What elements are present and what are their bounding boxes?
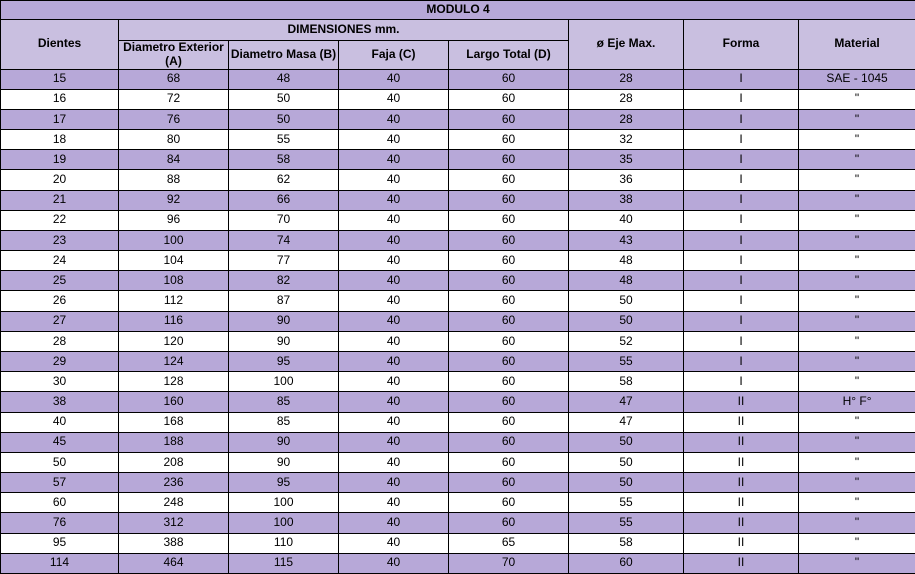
cell-diametro-masa: 115 [229, 553, 339, 573]
header-largo-total: Largo Total (D) [449, 41, 569, 70]
cell-eje-max: 60 [569, 553, 684, 573]
cell-eje-max: 55 [569, 493, 684, 513]
cell-dientes: 26 [1, 291, 119, 311]
cell-faja: 40 [339, 69, 449, 89]
cell-dientes: 95 [1, 533, 119, 553]
cell-faja: 40 [339, 210, 449, 230]
cell-dientes: 29 [1, 352, 119, 372]
title-row [1, 1, 915, 20]
cell-forma: II [684, 392, 799, 412]
cell-forma: I [684, 230, 799, 250]
cell-largo-total: 60 [449, 251, 569, 271]
cell-forma: I [684, 150, 799, 170]
cell-faja: 40 [339, 412, 449, 432]
cell-largo-total: 60 [449, 452, 569, 472]
cell-dientes: 50 [1, 452, 119, 472]
cell-eje-max: 58 [569, 372, 684, 392]
cell-diametro-masa: 74 [229, 230, 339, 250]
cell-dientes: 20 [1, 170, 119, 190]
cell-diametro-exterior: 168 [119, 412, 229, 432]
cell-dientes: 22 [1, 210, 119, 230]
cell-forma: II [684, 553, 799, 573]
cell-eje-max: 50 [569, 291, 684, 311]
cell-diametro-masa: 58 [229, 150, 339, 170]
cell-dientes: 15 [1, 69, 119, 89]
cell-material: " [799, 493, 915, 513]
table-row [1, 170, 915, 190]
cell-eje-max: 43 [569, 230, 684, 250]
cell-faja: 40 [339, 230, 449, 250]
cell-largo-total: 60 [449, 271, 569, 291]
cell-eje-max: 35 [569, 150, 684, 170]
table-row [1, 392, 915, 412]
cell-material: " [799, 210, 915, 230]
cell-diametro-masa: 66 [229, 190, 339, 210]
cell-eje-max: 55 [569, 513, 684, 533]
cell-faja: 40 [339, 130, 449, 150]
cell-forma: I [684, 170, 799, 190]
cell-diametro-masa: 85 [229, 412, 339, 432]
cell-largo-total: 60 [449, 130, 569, 150]
cell-material: " [799, 412, 915, 432]
cell-largo-total: 60 [449, 432, 569, 452]
cell-material: " [799, 311, 915, 331]
cell-material: " [799, 150, 915, 170]
cell-largo-total: 60 [449, 493, 569, 513]
cell-eje-max: 48 [569, 271, 684, 291]
cell-material: " [799, 89, 915, 109]
cell-largo-total: 60 [449, 210, 569, 230]
cell-diametro-masa: 48 [229, 69, 339, 89]
header-dimensiones-group: DIMENSIONES mm. [119, 20, 569, 41]
cell-largo-total: 60 [449, 392, 569, 412]
cell-material: " [799, 331, 915, 351]
cell-eje-max: 28 [569, 69, 684, 89]
cell-diametro-masa: 100 [229, 372, 339, 392]
cell-diametro-exterior: 124 [119, 352, 229, 372]
cell-forma: II [684, 533, 799, 553]
header-faja: Faja (C) [339, 41, 449, 70]
cell-forma: I [684, 210, 799, 230]
cell-diametro-masa: 95 [229, 352, 339, 372]
cell-diametro-masa: 77 [229, 251, 339, 271]
table-row [1, 230, 915, 250]
cell-forma: I [684, 251, 799, 271]
cell-faja: 40 [339, 271, 449, 291]
cell-diametro-exterior: 116 [119, 311, 229, 331]
cell-eje-max: 50 [569, 473, 684, 493]
cell-diametro-exterior: 208 [119, 452, 229, 472]
cell-dientes: 24 [1, 251, 119, 271]
cell-diametro-masa: 85 [229, 392, 339, 412]
cell-forma: I [684, 331, 799, 351]
table-row [1, 291, 915, 311]
cell-faja: 40 [339, 432, 449, 452]
cell-diametro-exterior: 76 [119, 109, 229, 129]
cell-faja: 40 [339, 452, 449, 472]
cell-material: " [799, 109, 915, 129]
cell-eje-max: 50 [569, 432, 684, 452]
cell-dientes: 27 [1, 311, 119, 331]
cell-forma: I [684, 352, 799, 372]
table-row [1, 251, 915, 271]
cell-diametro-masa: 95 [229, 473, 339, 493]
cell-material: " [799, 452, 915, 472]
cell-diametro-exterior: 188 [119, 432, 229, 452]
table-row [1, 452, 915, 472]
cell-dientes: 45 [1, 432, 119, 452]
cell-largo-total: 60 [449, 473, 569, 493]
cell-diametro-exterior: 72 [119, 89, 229, 109]
cell-eje-max: 28 [569, 109, 684, 129]
cell-material: " [799, 553, 915, 573]
table-row [1, 493, 915, 513]
cell-diametro-exterior: 464 [119, 553, 229, 573]
cell-dientes: 25 [1, 271, 119, 291]
cell-diametro-exterior: 120 [119, 331, 229, 351]
cell-largo-total: 60 [449, 190, 569, 210]
cell-largo-total: 60 [449, 170, 569, 190]
cell-eje-max: 50 [569, 452, 684, 472]
cell-material: SAE - 1045 [799, 69, 915, 89]
cell-faja: 40 [339, 170, 449, 190]
cell-forma: I [684, 291, 799, 311]
cell-diametro-exterior: 84 [119, 150, 229, 170]
cell-material: " [799, 352, 915, 372]
table-row [1, 412, 915, 432]
cell-dientes: 114 [1, 553, 119, 573]
header-dientes: Dientes [1, 20, 119, 70]
cell-dientes: 19 [1, 150, 119, 170]
cell-faja: 40 [339, 553, 449, 573]
cell-dientes: 16 [1, 89, 119, 109]
cell-diametro-exterior: 100 [119, 230, 229, 250]
table-row [1, 513, 915, 533]
cell-diametro-masa: 100 [229, 513, 339, 533]
cell-eje-max: 47 [569, 392, 684, 412]
cell-material: " [799, 130, 915, 150]
table-title: MODULO 4 [1, 1, 915, 20]
cell-largo-total: 60 [449, 150, 569, 170]
cell-diametro-exterior: 92 [119, 190, 229, 210]
table-row [1, 150, 915, 170]
cell-diametro-masa: 82 [229, 271, 339, 291]
cell-faja: 40 [339, 331, 449, 351]
cell-forma: II [684, 412, 799, 432]
cell-diametro-masa: 90 [229, 331, 339, 351]
cell-largo-total: 60 [449, 109, 569, 129]
cell-faja: 40 [339, 392, 449, 412]
cell-forma: II [684, 493, 799, 513]
table-row [1, 533, 915, 553]
cell-dientes: 76 [1, 513, 119, 533]
cell-dientes: 40 [1, 412, 119, 432]
cell-diametro-exterior: 104 [119, 251, 229, 271]
cell-material: " [799, 190, 915, 210]
cell-dientes: 30 [1, 372, 119, 392]
cell-dientes: 21 [1, 190, 119, 210]
cell-dientes: 38 [1, 392, 119, 412]
header-material: Material [799, 20, 915, 70]
cell-diametro-masa: 100 [229, 493, 339, 513]
cell-diametro-masa: 87 [229, 291, 339, 311]
cell-faja: 40 [339, 89, 449, 109]
cell-forma: II [684, 452, 799, 472]
table-row [1, 372, 915, 392]
cell-forma: I [684, 190, 799, 210]
table-header [1, 1, 915, 70]
cell-material: " [799, 230, 915, 250]
cell-eje-max: 50 [569, 311, 684, 331]
cell-dientes: 17 [1, 109, 119, 129]
cell-diametro-masa: 110 [229, 533, 339, 553]
cell-diametro-exterior: 108 [119, 271, 229, 291]
header-forma: Forma [684, 20, 799, 70]
table-row [1, 69, 915, 89]
cell-forma: I [684, 271, 799, 291]
cell-faja: 40 [339, 352, 449, 372]
cell-material: " [799, 372, 915, 392]
cell-forma: I [684, 130, 799, 150]
cell-diametro-masa: 90 [229, 311, 339, 331]
cell-material: " [799, 513, 915, 533]
cell-faja: 40 [339, 109, 449, 129]
cell-faja: 40 [339, 311, 449, 331]
cell-material: " [799, 251, 915, 271]
cell-material: " [799, 473, 915, 493]
cell-eje-max: 58 [569, 533, 684, 553]
cell-diametro-masa: 55 [229, 130, 339, 150]
cell-diametro-exterior: 80 [119, 130, 229, 150]
cell-faja: 40 [339, 150, 449, 170]
cell-faja: 40 [339, 251, 449, 271]
cell-diametro-exterior: 128 [119, 372, 229, 392]
cell-material: " [799, 533, 915, 553]
cell-dientes: 18 [1, 130, 119, 150]
header-diametro-masa: Diametro Masa (B) [229, 41, 339, 70]
cell-diametro-exterior: 68 [119, 69, 229, 89]
cell-diametro-masa: 62 [229, 170, 339, 190]
cell-forma: II [684, 473, 799, 493]
cell-diametro-exterior: 388 [119, 533, 229, 553]
cell-eje-max: 48 [569, 251, 684, 271]
cell-dientes: 28 [1, 331, 119, 351]
cell-forma: II [684, 432, 799, 452]
cell-largo-total: 60 [449, 352, 569, 372]
table-row [1, 311, 915, 331]
cell-faja: 40 [339, 533, 449, 553]
cell-eje-max: 40 [569, 210, 684, 230]
cell-faja: 40 [339, 190, 449, 210]
cell-largo-total: 60 [449, 513, 569, 533]
header-eje-max: ø Eje Max. [569, 20, 684, 70]
cell-eje-max: 38 [569, 190, 684, 210]
table-row [1, 352, 915, 372]
cell-diametro-masa: 90 [229, 452, 339, 472]
cell-faja: 40 [339, 473, 449, 493]
cell-forma: I [684, 89, 799, 109]
cell-forma: I [684, 109, 799, 129]
cell-diametro-exterior: 236 [119, 473, 229, 493]
table-row [1, 130, 915, 150]
cell-largo-total: 60 [449, 412, 569, 432]
cell-diametro-masa: 50 [229, 109, 339, 129]
cell-largo-total: 60 [449, 311, 569, 331]
cell-largo-total: 60 [449, 331, 569, 351]
cell-largo-total: 65 [449, 533, 569, 553]
cell-largo-total: 70 [449, 553, 569, 573]
cell-eje-max: 52 [569, 331, 684, 351]
header-group-row [1, 20, 915, 41]
cell-eje-max: 28 [569, 89, 684, 109]
cell-diametro-masa: 70 [229, 210, 339, 230]
cell-forma: I [684, 372, 799, 392]
table-row [1, 271, 915, 291]
table-row [1, 553, 915, 573]
table-row [1, 190, 915, 210]
cell-forma: II [684, 513, 799, 533]
cell-faja: 40 [339, 372, 449, 392]
cell-eje-max: 32 [569, 130, 684, 150]
cell-eje-max: 36 [569, 170, 684, 190]
cell-dientes: 60 [1, 493, 119, 513]
cell-forma: I [684, 69, 799, 89]
table-row [1, 331, 915, 351]
cell-eje-max: 47 [569, 412, 684, 432]
cell-faja: 40 [339, 291, 449, 311]
cell-diametro-exterior: 112 [119, 291, 229, 311]
cell-diametro-masa: 90 [229, 432, 339, 452]
cell-diametro-exterior: 160 [119, 392, 229, 412]
cell-largo-total: 60 [449, 372, 569, 392]
cell-diametro-exterior: 88 [119, 170, 229, 190]
cell-material: " [799, 170, 915, 190]
cell-diametro-exterior: 96 [119, 210, 229, 230]
cell-material: " [799, 432, 915, 452]
header-diametro-exterior: Diametro Exterior (A) [119, 41, 229, 70]
table-row [1, 432, 915, 452]
cell-material: H° F° [799, 392, 915, 412]
cell-material: " [799, 291, 915, 311]
cell-faja: 40 [339, 493, 449, 513]
cell-diametro-masa: 50 [229, 89, 339, 109]
cell-dientes: 57 [1, 473, 119, 493]
cell-largo-total: 60 [449, 291, 569, 311]
cell-diametro-exterior: 248 [119, 493, 229, 513]
table-row [1, 109, 915, 129]
table-row [1, 89, 915, 109]
cell-forma: I [684, 311, 799, 331]
cell-dientes: 23 [1, 230, 119, 250]
cell-eje-max: 55 [569, 352, 684, 372]
table-row [1, 210, 915, 230]
table-body [1, 69, 915, 573]
cell-largo-total: 60 [449, 89, 569, 109]
cell-material: " [799, 271, 915, 291]
cell-diametro-exterior: 312 [119, 513, 229, 533]
cell-largo-total: 60 [449, 230, 569, 250]
cell-faja: 40 [339, 513, 449, 533]
table-row [1, 473, 915, 493]
cell-largo-total: 60 [449, 69, 569, 89]
